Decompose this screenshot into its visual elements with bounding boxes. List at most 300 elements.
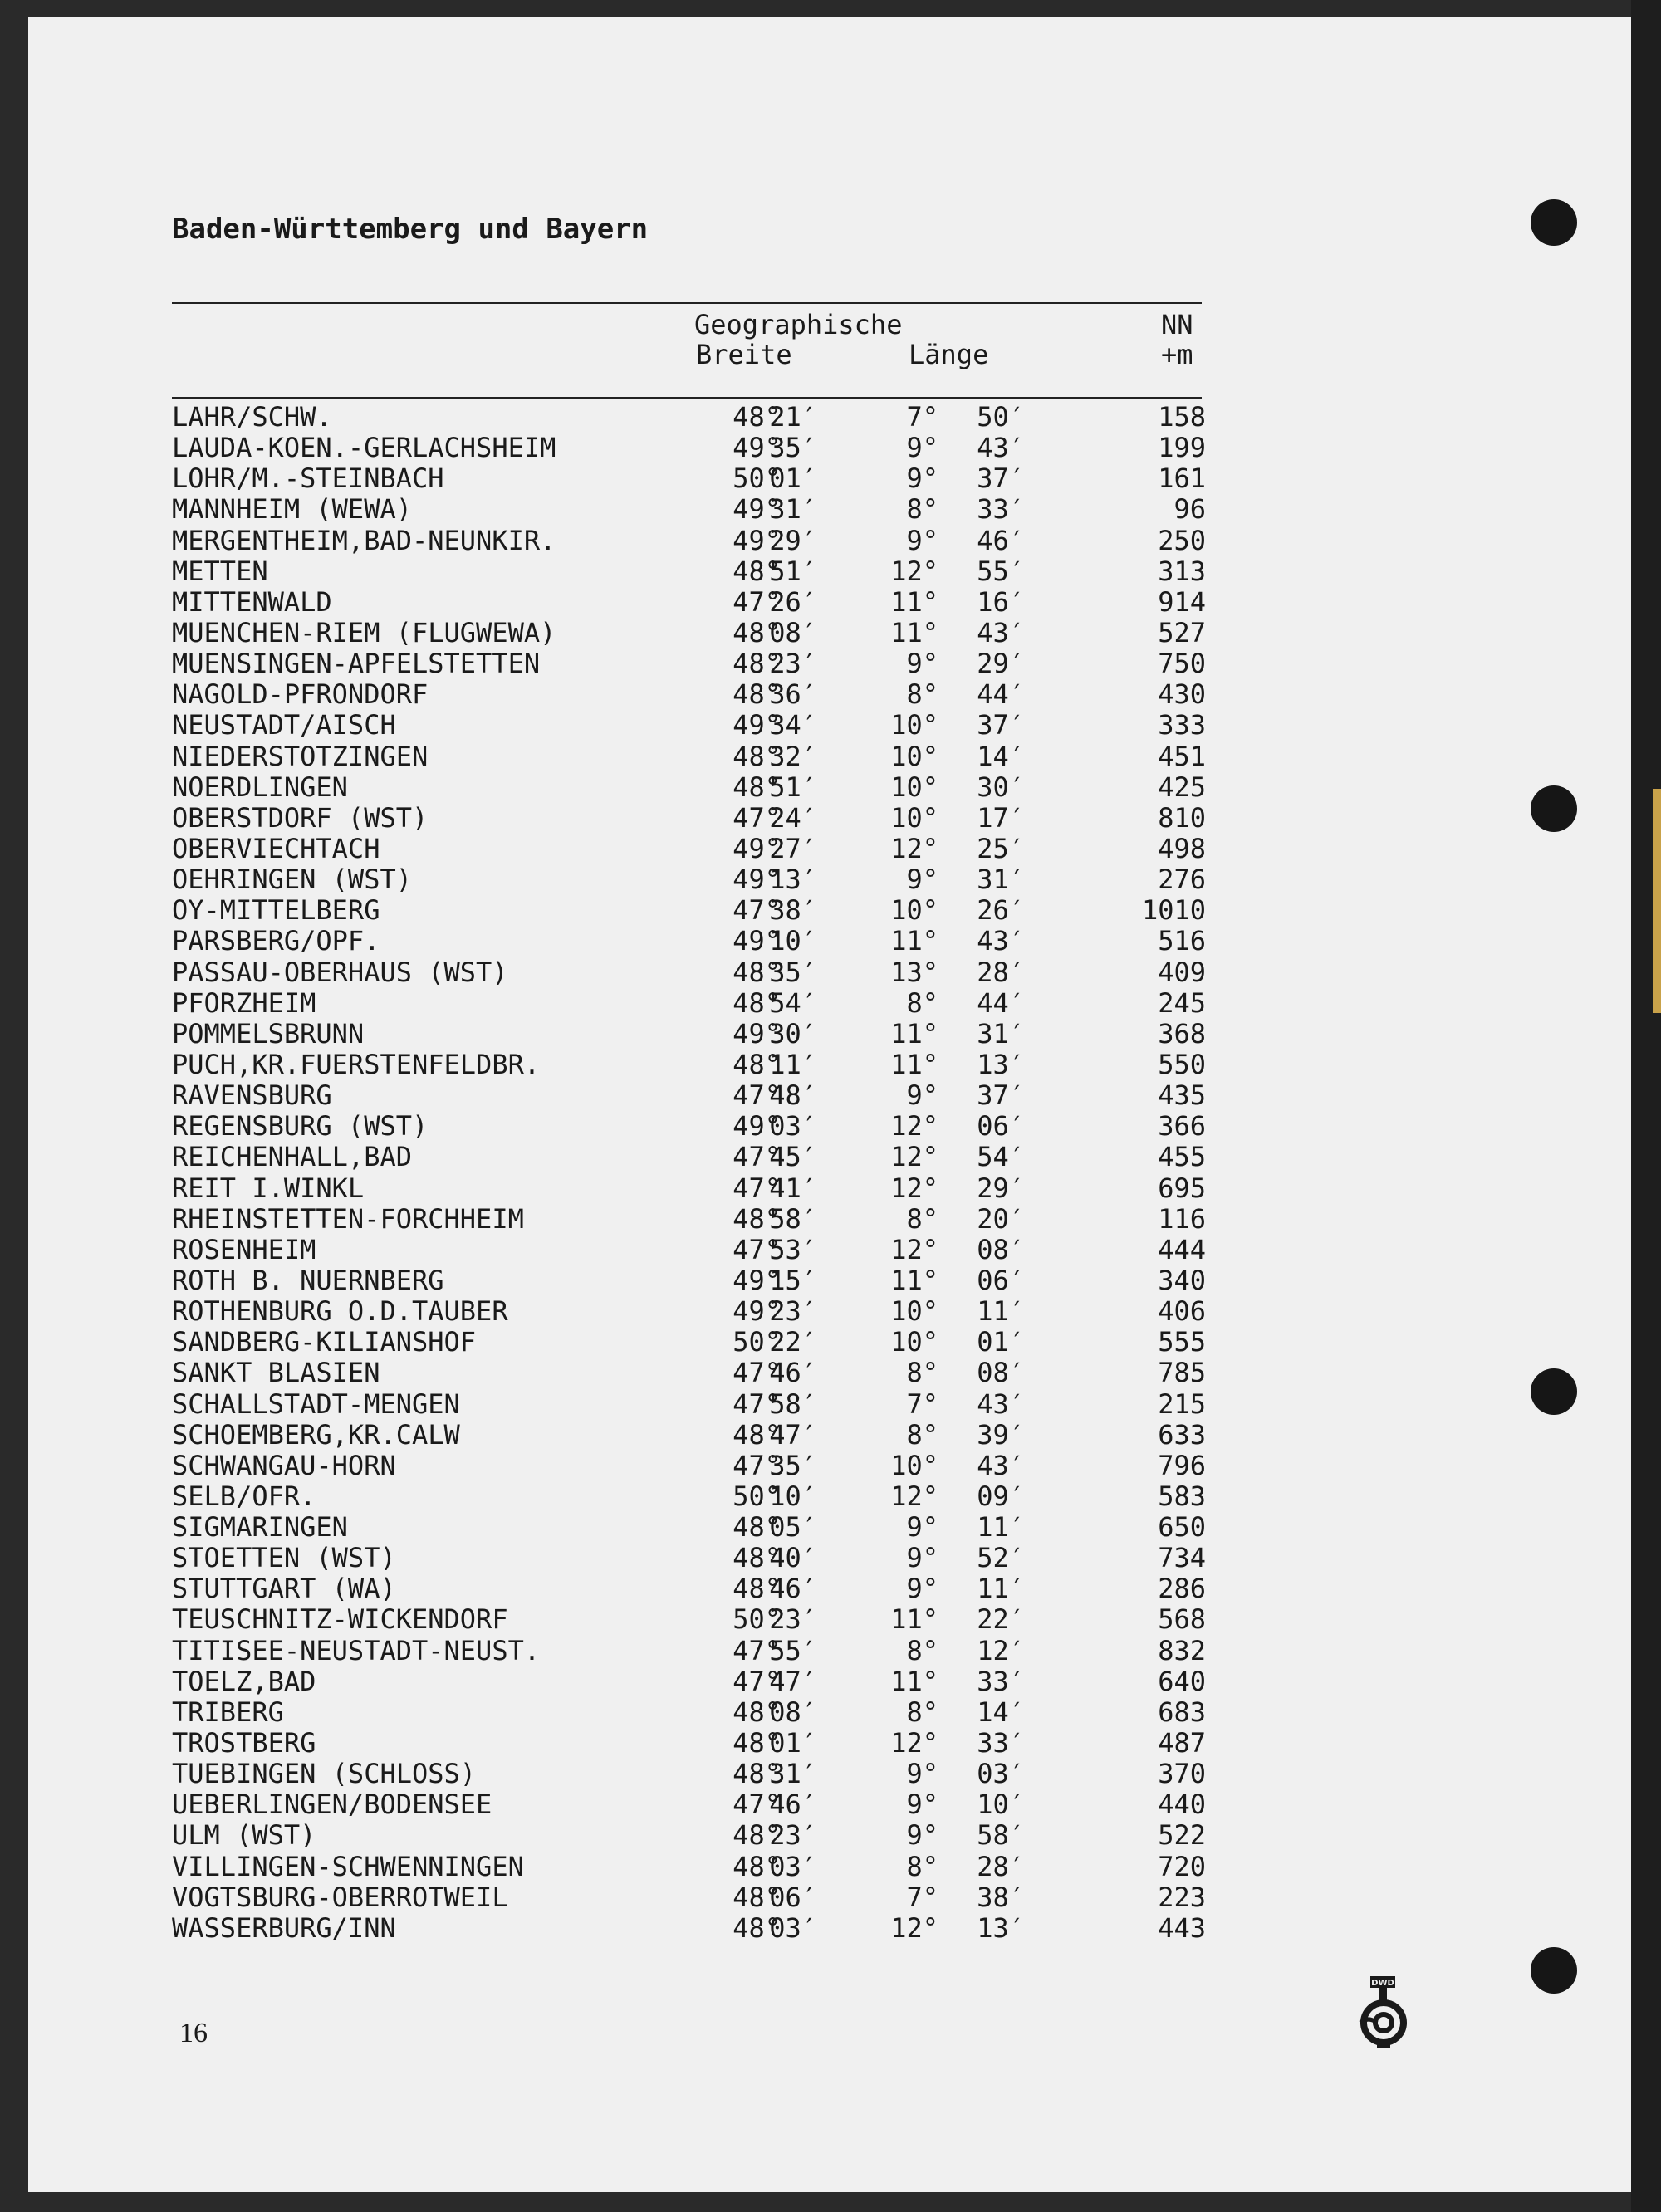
table-header-rule [172, 397, 1202, 399]
latitude-degrees: 47° [733, 1665, 781, 1697]
latitude-degrees: 48° [733, 1202, 781, 1235]
longitude-degrees: 7° [906, 1387, 938, 1420]
longitude-minutes: 29′ [977, 1172, 1025, 1204]
altitude: 720 [1158, 1850, 1206, 1882]
altitude: 683 [1158, 1696, 1206, 1728]
longitude-degrees: 10° [890, 1295, 938, 1328]
table-row [0, 803, 1661, 834]
altitude: 451 [1158, 740, 1206, 772]
longitude-minutes: 08′ [977, 1233, 1025, 1265]
latitude-minutes: 03′ [769, 1850, 817, 1882]
altitude: 406 [1158, 1295, 1206, 1328]
latitude-minutes: 23′ [769, 648, 817, 680]
table-row [0, 679, 1661, 710]
table-row [0, 1820, 1661, 1851]
longitude-minutes: 55′ [977, 555, 1025, 587]
altitude: 832 [1158, 1634, 1206, 1666]
table-row [0, 1327, 1661, 1358]
longitude-minutes: 58′ [977, 1819, 1025, 1852]
longitude-minutes: 44′ [977, 986, 1025, 1019]
latitude-degrees: 49° [733, 1264, 781, 1296]
station-name: SANKT BLASIEN [172, 1357, 380, 1389]
longitude-minutes: 26′ [977, 894, 1025, 927]
longitude-minutes: 46′ [977, 524, 1025, 556]
latitude-degrees: 48° [733, 401, 781, 433]
altitude: 425 [1158, 771, 1206, 803]
table-row [0, 1789, 1661, 1820]
latitude-minutes: 54′ [769, 986, 817, 1019]
latitude-degrees: 48° [733, 555, 781, 587]
station-name: MITTENWALD [172, 585, 332, 618]
latitude-degrees: 47° [733, 1449, 781, 1481]
station-name: STUTTGART (WA) [172, 1573, 396, 1605]
station-name: TOELZ,BAD [172, 1665, 316, 1697]
longitude-degrees: 11° [890, 1603, 938, 1636]
longitude-degrees: 9° [906, 1079, 938, 1112]
longitude-minutes: 22′ [977, 1603, 1025, 1636]
station-name: RAVENSBURG [172, 1079, 332, 1112]
longitude-minutes: 20′ [977, 1202, 1025, 1235]
longitude-minutes: 25′ [977, 832, 1025, 864]
latitude-minutes: 40′ [769, 1542, 817, 1574]
latitude-minutes: 23′ [769, 1819, 817, 1852]
table-top-rule [172, 302, 1202, 304]
longitude-degrees: 9° [906, 1789, 938, 1821]
latitude-minutes: 46′ [769, 1789, 817, 1821]
longitude-degrees: 12° [890, 1911, 938, 1944]
table-row [0, 1050, 1661, 1080]
latitude-minutes: 41′ [769, 1172, 817, 1204]
latitude-minutes: 21′ [769, 401, 817, 433]
station-name: PASSAU-OBERHAUS (WST) [172, 956, 508, 988]
table-row [0, 1512, 1661, 1543]
latitude-degrees: 47° [733, 1172, 781, 1204]
altitude: 116 [1158, 1202, 1206, 1235]
header-breite: Breite [696, 339, 792, 370]
table-row [0, 1204, 1661, 1235]
longitude-minutes: 54′ [977, 1141, 1025, 1173]
longitude-degrees: 11° [890, 1048, 938, 1080]
latitude-minutes: 51′ [769, 555, 817, 587]
altitude: 443 [1158, 1911, 1206, 1944]
station-name: NEUSTADT/AISCH [172, 709, 396, 741]
latitude-minutes: 24′ [769, 801, 817, 834]
longitude-degrees: 11° [890, 1665, 938, 1697]
table-row [0, 1142, 1661, 1172]
latitude-degrees: 50° [733, 1326, 781, 1358]
table-row [0, 1852, 1661, 1882]
longitude-degrees: 12° [890, 1233, 938, 1265]
latitude-degrees: 50° [733, 1603, 781, 1636]
altitude: 370 [1158, 1758, 1206, 1790]
latitude-degrees: 49° [733, 864, 781, 896]
latitude-degrees: 48° [733, 678, 781, 711]
station-name: PFORZHEIM [172, 986, 316, 1019]
station-name: SCHALLSTADT-MENGEN [172, 1387, 460, 1420]
station-name: MANNHEIM (WEWA) [172, 493, 412, 526]
longitude-minutes: 28′ [977, 1850, 1025, 1882]
table-row [0, 1235, 1661, 1265]
altitude: 633 [1158, 1418, 1206, 1451]
longitude-degrees: 10° [890, 801, 938, 834]
table-row [0, 1728, 1661, 1759]
latitude-degrees: 47° [733, 1387, 781, 1420]
longitude-minutes: 31′ [977, 864, 1025, 896]
station-name: SCHOEMBERG,KR.CALW [172, 1418, 460, 1451]
longitude-minutes: 13′ [977, 1048, 1025, 1080]
longitude-degrees: 8° [906, 1202, 938, 1235]
table-row [0, 1111, 1661, 1142]
station-name: UEBERLINGEN/BODENSEE [172, 1789, 492, 1821]
latitude-minutes: 06′ [769, 1881, 817, 1913]
table-row [0, 988, 1661, 1019]
longitude-degrees: 11° [890, 1264, 938, 1296]
latitude-degrees: 49° [733, 832, 781, 864]
longitude-degrees: 9° [906, 1758, 938, 1790]
latitude-minutes: 27′ [769, 832, 817, 864]
table-row [0, 494, 1661, 525]
latitude-minutes: 53′ [769, 1233, 817, 1265]
station-name: OBERVIECHTACH [172, 832, 380, 864]
latitude-degrees: 47° [733, 1357, 781, 1389]
latitude-minutes: 23′ [769, 1603, 817, 1636]
altitude: 286 [1158, 1573, 1206, 1605]
latitude-minutes: 32′ [769, 740, 817, 772]
longitude-minutes: 43′ [977, 616, 1025, 648]
station-name: LOHR/M.-STEINBACH [172, 462, 444, 495]
altitude: 96 [1173, 493, 1206, 526]
altitude: 527 [1158, 616, 1206, 648]
latitude-minutes: 03′ [769, 1911, 817, 1944]
header-geographische: Geographische [694, 309, 903, 340]
altitude: 161 [1158, 462, 1206, 495]
station-name: REICHENHALL,BAD [172, 1141, 412, 1173]
table-row [0, 926, 1661, 957]
longitude-degrees: 7° [906, 1881, 938, 1913]
station-name: OBERSTDORF (WST) [172, 801, 429, 834]
table-row [0, 1573, 1661, 1604]
longitude-minutes: 37′ [977, 709, 1025, 741]
longitude-degrees: 12° [890, 1141, 938, 1173]
page-number: 16 [179, 2018, 208, 2048]
longitude-minutes: 33′ [977, 1727, 1025, 1759]
table-row [0, 895, 1661, 926]
table-row [0, 957, 1661, 988]
station-name: NAGOLD-PFRONDORF [172, 678, 429, 711]
station-name: TEUSCHNITZ-WICKENDORF [172, 1603, 508, 1636]
table-row [0, 648, 1661, 679]
latitude-degrees: 48° [733, 740, 781, 772]
longitude-degrees: 11° [890, 1017, 938, 1050]
altitude: 368 [1158, 1017, 1206, 1050]
longitude-minutes: 52′ [977, 1542, 1025, 1574]
table-row [0, 834, 1661, 864]
longitude-minutes: 11′ [977, 1511, 1025, 1544]
longitude-minutes: 14′ [977, 1696, 1025, 1728]
longitude-degrees: 10° [890, 1326, 938, 1358]
table-row [0, 1913, 1661, 1944]
altitude: 568 [1158, 1603, 1206, 1636]
latitude-degrees: 49° [733, 709, 781, 741]
latitude-degrees: 49° [733, 432, 781, 464]
table-row [0, 1451, 1661, 1481]
table-row [0, 433, 1661, 463]
station-name: NIEDERSTOTZINGEN [172, 740, 429, 772]
longitude-minutes: 16′ [977, 585, 1025, 618]
longitude-minutes: 44′ [977, 678, 1025, 711]
longitude-degrees: 8° [906, 1696, 938, 1728]
altitude: 223 [1158, 1881, 1206, 1913]
longitude-minutes: 09′ [977, 1480, 1025, 1512]
longitude-minutes: 06′ [977, 1264, 1025, 1296]
station-name: METTEN [172, 555, 268, 587]
latitude-minutes: 08′ [769, 616, 817, 648]
longitude-minutes: 10′ [977, 1789, 1025, 1821]
altitude: 550 [1158, 1048, 1206, 1080]
table-row [0, 1666, 1661, 1697]
longitude-minutes: 12′ [977, 1634, 1025, 1666]
altitude: 695 [1158, 1172, 1206, 1204]
latitude-degrees: 48° [733, 1911, 781, 1944]
longitude-degrees: 12° [890, 1480, 938, 1512]
table-row [0, 710, 1661, 741]
latitude-minutes: 10′ [769, 1480, 817, 1512]
longitude-degrees: 9° [906, 1511, 938, 1544]
latitude-degrees: 48° [733, 1881, 781, 1913]
page-title: Baden-Württemberg und Bayern [172, 213, 649, 246]
table-row [0, 526, 1661, 556]
latitude-degrees: 48° [733, 1048, 781, 1080]
station-name: LAHR/SCHW. [172, 401, 332, 433]
table-row [0, 1296, 1661, 1327]
longitude-minutes: 06′ [977, 1110, 1025, 1143]
latitude-degrees: 50° [733, 1480, 781, 1512]
latitude-minutes: 22′ [769, 1326, 817, 1358]
latitude-minutes: 29′ [769, 524, 817, 556]
longitude-minutes: 28′ [977, 956, 1025, 988]
station-name: REIT I.WINKL [172, 1172, 365, 1204]
table-row [0, 1173, 1661, 1204]
longitude-degrees: 8° [906, 986, 938, 1019]
longitude-degrees: 9° [906, 1542, 938, 1574]
station-name: SELB/OFR. [172, 1480, 316, 1512]
latitude-minutes: 46′ [769, 1573, 817, 1605]
altitude: 796 [1158, 1449, 1206, 1481]
latitude-minutes: 51′ [769, 771, 817, 803]
latitude-minutes: 34′ [769, 709, 817, 741]
station-name: MUENSINGEN-APFELSTETTEN [172, 648, 541, 680]
latitude-minutes: 35′ [769, 1449, 817, 1481]
latitude-minutes: 46′ [769, 1357, 817, 1389]
table-row [0, 1759, 1661, 1789]
table-row [0, 402, 1661, 433]
latitude-minutes: 26′ [769, 585, 817, 618]
station-name: OEHRINGEN (WST) [172, 864, 412, 896]
longitude-degrees: 9° [906, 432, 938, 464]
altitude: 583 [1158, 1480, 1206, 1512]
altitude: 333 [1158, 709, 1206, 741]
table-row [0, 556, 1661, 587]
longitude-degrees: 8° [906, 1357, 938, 1389]
altitude: 444 [1158, 1233, 1206, 1265]
station-name: PUCH,KR.FUERSTENFELDBR. [172, 1048, 541, 1080]
latitude-degrees: 48° [733, 1696, 781, 1728]
latitude-degrees: 49° [733, 925, 781, 957]
longitude-degrees: 12° [890, 1727, 938, 1759]
altitude: 409 [1158, 956, 1206, 988]
latitude-minutes: 23′ [769, 1295, 817, 1328]
altitude: 734 [1158, 1542, 1206, 1574]
latitude-minutes: 13′ [769, 864, 817, 896]
longitude-degrees: 12° [890, 1172, 938, 1204]
latitude-degrees: 48° [733, 1819, 781, 1852]
longitude-minutes: 50′ [977, 401, 1025, 433]
altitude: 440 [1158, 1789, 1206, 1821]
station-name: VILLINGEN-SCHWENNINGEN [172, 1850, 524, 1882]
longitude-degrees: 12° [890, 832, 938, 864]
altitude: 430 [1158, 678, 1206, 711]
table-row [0, 1604, 1661, 1635]
longitude-degrees: 10° [890, 771, 938, 803]
table-row [0, 772, 1661, 803]
altitude: 455 [1158, 1141, 1206, 1173]
station-name: STOETTEN (WST) [172, 1542, 396, 1574]
latitude-minutes: 38′ [769, 894, 817, 927]
longitude-minutes: 17′ [977, 801, 1025, 834]
table-row [0, 1019, 1661, 1050]
table-row [0, 1080, 1661, 1111]
latitude-degrees: 47° [733, 1634, 781, 1666]
longitude-minutes: 14′ [977, 740, 1025, 772]
altitude: 245 [1158, 986, 1206, 1019]
latitude-minutes: 08′ [769, 1696, 817, 1728]
altitude: 640 [1158, 1665, 1206, 1697]
latitude-minutes: 03′ [769, 1110, 817, 1143]
longitude-degrees: 9° [906, 462, 938, 495]
altitude: 785 [1158, 1357, 1206, 1389]
table-row [0, 618, 1661, 648]
longitude-degrees: 9° [906, 648, 938, 680]
longitude-minutes: 01′ [977, 1326, 1025, 1358]
longitude-minutes: 11′ [977, 1295, 1025, 1328]
table-row [0, 1389, 1661, 1420]
altitude: 340 [1158, 1264, 1206, 1296]
station-table-body [0, 402, 1661, 1944]
longitude-degrees: 11° [890, 585, 938, 618]
latitude-degrees: 47° [733, 801, 781, 834]
table-row [0, 1265, 1661, 1296]
latitude-degrees: 50° [733, 462, 781, 495]
longitude-minutes: 37′ [977, 462, 1025, 495]
latitude-minutes: 45′ [769, 1141, 817, 1173]
station-name: VOGTSBURG-OBERROTWEIL [172, 1881, 508, 1913]
latitude-degrees: 47° [733, 585, 781, 618]
dwd-logo-icon [1352, 1975, 1412, 2049]
header-laenge: Länge [909, 339, 989, 370]
longitude-minutes: 33′ [977, 1665, 1025, 1697]
latitude-degrees: 49° [733, 493, 781, 526]
altitude: 650 [1158, 1511, 1206, 1544]
altitude: 313 [1158, 555, 1206, 587]
station-name: NOERDLINGEN [172, 771, 348, 803]
header-nn: NN [1161, 309, 1193, 340]
latitude-minutes: 35′ [769, 956, 817, 988]
longitude-minutes: 31′ [977, 1017, 1025, 1050]
table-row [0, 1697, 1661, 1728]
altitude: 810 [1158, 801, 1206, 834]
table-row [0, 1358, 1661, 1388]
longitude-degrees: 7° [906, 401, 938, 433]
latitude-minutes: 47′ [769, 1418, 817, 1451]
latitude-minutes: 11′ [769, 1048, 817, 1080]
latitude-minutes: 15′ [769, 1264, 817, 1296]
station-name: PARSBERG/OPF. [172, 925, 380, 957]
altitude: 750 [1158, 648, 1206, 680]
latitude-degrees: 48° [733, 956, 781, 988]
altitude: 366 [1158, 1110, 1206, 1143]
station-name: ROTH B. NUERNBERG [172, 1264, 444, 1296]
latitude-minutes: 48′ [769, 1079, 817, 1112]
longitude-degrees: 8° [906, 1850, 938, 1882]
longitude-minutes: 38′ [977, 1881, 1025, 1913]
table-row [0, 1420, 1661, 1451]
station-name: TROSTBERG [172, 1727, 316, 1759]
latitude-degrees: 47° [733, 1233, 781, 1265]
table-row [0, 1543, 1661, 1573]
station-name: ROTHENBURG O.D.TAUBER [172, 1295, 508, 1328]
latitude-minutes: 01′ [769, 1727, 817, 1759]
latitude-minutes: 31′ [769, 493, 817, 526]
punch-hole-icon [1531, 199, 1577, 246]
table-row [0, 864, 1661, 895]
logo-text: DWD [1371, 1979, 1394, 1988]
station-name: TUEBINGEN (SCHLOSS) [172, 1758, 477, 1790]
longitude-degrees: 10° [890, 894, 938, 927]
station-name: TITISEE-NEUSTADT-NEUST. [172, 1634, 541, 1666]
longitude-degrees: 8° [906, 1634, 938, 1666]
altitude: 516 [1158, 925, 1206, 957]
station-name: REGENSBURG (WST) [172, 1110, 429, 1143]
latitude-minutes: 10′ [769, 925, 817, 957]
altitude: 555 [1158, 1326, 1206, 1358]
latitude-minutes: 36′ [769, 678, 817, 711]
table-row [0, 1481, 1661, 1512]
longitude-minutes: 43′ [977, 1387, 1025, 1420]
latitude-degrees: 49° [733, 524, 781, 556]
longitude-minutes: 29′ [977, 648, 1025, 680]
latitude-degrees: 48° [733, 1418, 781, 1451]
table-row [0, 1882, 1661, 1913]
altitude: 522 [1158, 1819, 1206, 1852]
latitude-degrees: 48° [733, 1850, 781, 1882]
latitude-degrees: 47° [733, 894, 781, 927]
latitude-degrees: 49° [733, 1017, 781, 1050]
longitude-degrees: 9° [906, 1819, 938, 1852]
table-row [0, 587, 1661, 618]
station-name: WASSERBURG/INN [172, 1911, 396, 1944]
station-name: MERGENTHEIM,BAD-NEUNKIR. [172, 524, 556, 556]
table-row [0, 463, 1661, 494]
longitude-minutes: 39′ [977, 1418, 1025, 1451]
longitude-minutes: 30′ [977, 771, 1025, 803]
longitude-degrees: 12° [890, 1110, 938, 1143]
latitude-degrees: 47° [733, 1079, 781, 1112]
station-name: SANDBERG-KILIANSHOF [172, 1326, 477, 1358]
latitude-degrees: 48° [733, 648, 781, 680]
latitude-degrees: 48° [733, 986, 781, 1019]
longitude-minutes: 43′ [977, 925, 1025, 957]
longitude-degrees: 9° [906, 524, 938, 556]
